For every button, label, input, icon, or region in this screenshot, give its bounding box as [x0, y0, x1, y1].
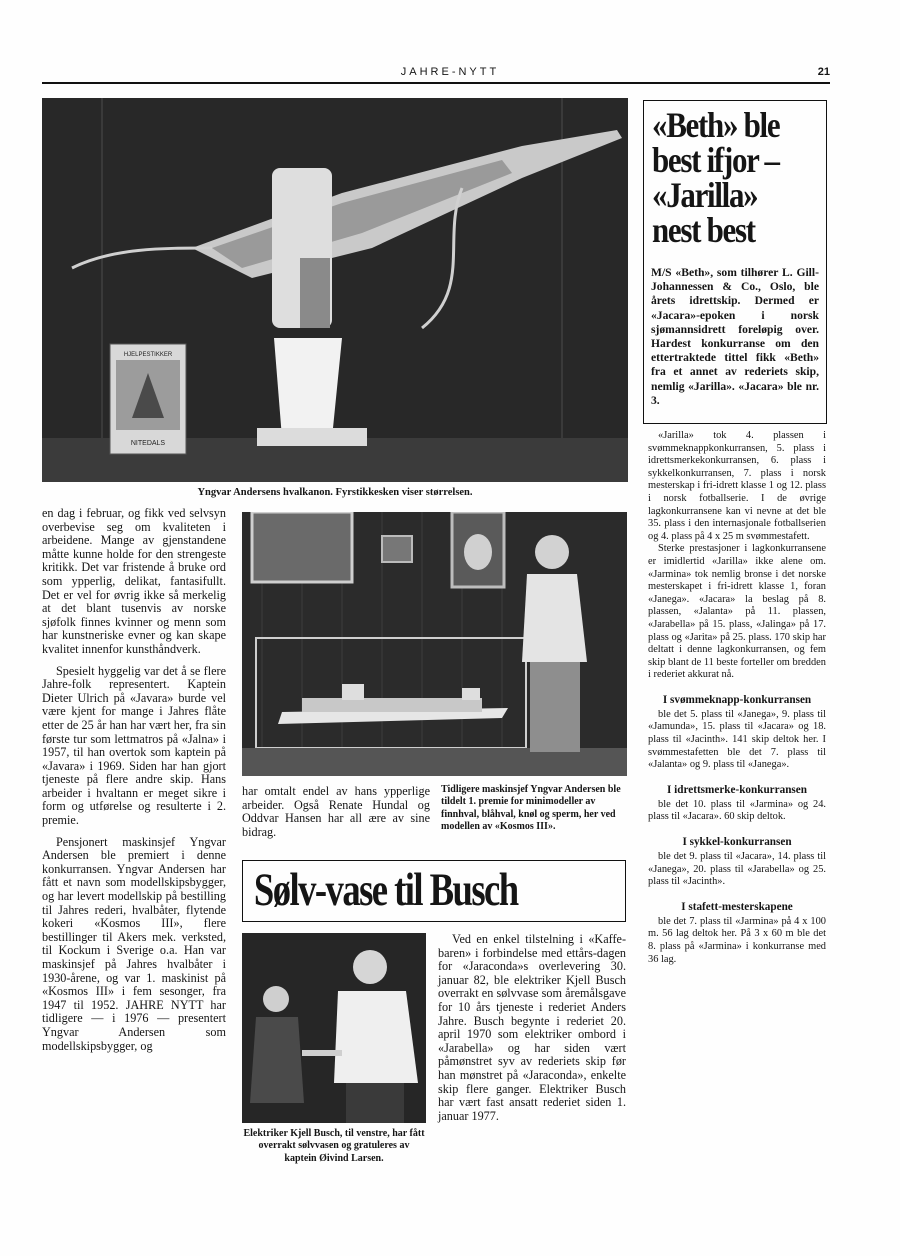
vase-photo-caption: Elektriker Kjell Busch, til venstre, har fått overrakt sølvvasen og gratuleres av kaptein Øivind Larsen.	[243, 1128, 425, 1164]
vase-article	[438, 933, 626, 1131]
page-number: 21	[817, 66, 830, 78]
col1-paragraph-1: en dag i februar, og fikk ved selvsyn overbevise seg om kvaliteten i arbeidene. Mange av gjenstandene måtte kunne holde for den strengeste kritikk. Det var fristende å bruke ord som ypperlig, delikat, fantasifullt. Det er vel for øvrig ikke så merkelig at det blant tusenvis av norske sjøfolk finnes kvinner og menn som har kunstneriske evner og kan skape kvalitet innenfor kunsthåndverk.	[42, 506, 226, 656]
matchbox	[110, 344, 186, 454]
sidebar-headline-line-1: «Beth» ble	[652, 105, 780, 145]
whale-cannon-image	[42, 98, 628, 482]
matchbox-label-bottom: NITEDALS	[130, 440, 166, 447]
column-2-text	[242, 785, 430, 847]
section-text-swim: ble det 5. plass til «Janega», 9. plass til «Jamunda», 15. plass til «Jacara» og 18. plass til «Jacinth». 141 skip deltok her. I svømmestafetten ble det 7. plass til «Jalanta» og 9. plass til «Janega».	[648, 708, 826, 771]
photo-whale-cannon	[42, 98, 628, 482]
sidebar-headline-line-3: «Jarilla»	[652, 175, 758, 215]
section-heading-swim: I svømmeknapp-konkurransen	[662, 693, 812, 706]
section-heading-bicycle: I sykkel-konkurransen	[682, 836, 792, 849]
section-heading-sportsbadge: I idrettsmerke-konkurransen	[667, 783, 807, 796]
sidebar-paragraph-2: Sterke prestasjoner i lagkonkurransene er imidlertid «Jarilla» ikke alene om. «Jarmina» tok nemlig bronse i det norske mesterskapet i fri-idrett klasse 1, foran «Janega». «Jacara» la beslag på 8. plassen, «Jalanta» på 11. plassen, «Jarabella» på 15. plass, «Jalinga» på 17. plass og «Jarita» på 25. plass. 170 skip har deltatt i denne lagkonkurransen, og fem skip blant de 11 beste forteller om bredden i rederiet akkurat nå.	[648, 543, 826, 681]
section-text-sportsbadge: ble det 10. plass til «Jarmina» og 24. plass til «Jacara». 60 skip deltok.	[648, 798, 826, 823]
header-rule	[42, 82, 830, 84]
photo2-caption: Tidligere maskinsjef Yngvar Andersen ble tildelt 1. premie for minimodeller av finnhval, blåhval, knøl og sperm, her ved modellen av «Kosmos III».	[441, 784, 621, 833]
running-head: JAHRE-NYTT	[400, 66, 500, 78]
vase-headline-box	[242, 860, 626, 922]
vase-headline: Sølv-vase til Busch	[253, 864, 518, 916]
sidebar-headline-line-2: best ifjor –	[652, 140, 779, 180]
sidebar-headline	[652, 105, 822, 250]
photo-vase-handover	[242, 933, 426, 1123]
sidebar-lead: M/S «Beth», som tilhører L. Gill-Johannessen & Co., Oslo, ble årets idrettskip. Dermed er «Jacara»-epoken i norsk sjømannsidrett foreløpig over. Hardest konkurranse om den ettertraktede tittel fikk «Beth» fra et annet av rederiets skip, nemlig «Jarilla». «Jacara» ble nr. 3.	[651, 266, 819, 407]
vase-handover-image	[242, 933, 426, 1123]
vase-article-text: Ved en enkel tilstelning i «Kaffe-baren» i forbindelse med ettårs-dagen for «Jaraconda»s overlevering 30. januar 82, ble elektriker Kjell Busch overrakt en sølvvase som åremålsgave for 10 års tjeneste i rederiet Anders Jahre. Busch begynte i rederiet 20. april 1970 som elektriker ombord i «Jarabella» og har siden vært påmønstret syv av rederiets skip før han mønstret på «Jaraconda», enkelte skip flere ganger. Elektriker Busch har vært fast ansatt rederiet siden 1. januar 1977.	[438, 932, 626, 1123]
sidebar-paragraph-1: «Jarilla» tok 4. plassen i svømmeknappkonkurransen, 5. plass i idrettsmerkekonkurransen, 6. plass i sykkelkonkurransen, 7. plass i norsk mesterskap i fri-idrett klasse 1 og 12. plass i norsk fotballserie. I de øvrige lagkonkurransene kan vi nevne at det ble 35. plass i den internasjonale fotballserien og 4. plass på 4 x 25 m svømmestafett.	[648, 430, 826, 542]
photo-model-ship	[242, 512, 627, 776]
col1-paragraph-2: Spesielt hyggelig var det å se flere Jahre-folk representert. Kaptein Dieter Ulrich på «Javara» burde vel være kjent for mange i Jahres flåte etter de 25 år han har vært her, fra sin første tur som lettmatros på «Jalna» i 1957, til han overtok som kaptein på «Javara» i 1969. Siden har han gjort tjeneste på flere andre skip. Hans arbeider i hvaltann er meget sikre i form og utførelse og resulterte i 2. premie.	[42, 663, 226, 828]
column-1	[42, 507, 226, 1061]
matchbox-label-top: HJELPESTIKKER	[123, 352, 173, 358]
section-text-relay: ble det 7. plass til «Jarmina» på 4 x 100 m. 56 lag deltok her. På 3 x 60 m ble det 8. plass på «Jarmina» i konkurranse med 36 lag.	[648, 915, 826, 965]
section-text-bicycle: ble det 9. plass til «Jacara», 14. plass til «Janega», 20. plass til «Jarabella» og 25. plass til «Jacinth».	[648, 851, 826, 888]
col2-paragraph-1: har omtalt endel av hans ypperlige arbeider. Også Renate Hundal og Oddvar Hansen har all ære av sine bidrag.	[242, 784, 430, 839]
model-ship-image	[242, 512, 627, 776]
photo1-caption: Yngvar Andersens hvalkanon. Fyrstikkesken viser størrelsen.	[197, 487, 473, 498]
section-heading-relay: I stafett-mesterskapene	[681, 900, 793, 913]
sidebar-body	[648, 430, 826, 966]
sidebar-headline-line-4: nest best	[652, 210, 755, 250]
col1-paragraph-3: Pensjonert maskinsjef Yngvar Andersen ble premiert i denne konkurransen. Yngvar Andersen har fått et navn som modellskipsbygger, og har levert modellskip på bestilling til Jahres rederi, hvalbåter, flytende kokeri «Kosmos III», flere bestillinger til Akers mek. verksted, til Kockum i Sverige o.a. Han var maskinsjef på Jahres hvalbåter i 1930-årene, og var 1. maskinist på «Kosmos III» i fem sesonger, fra 1947 til 1952. JAHRE NYTT har tidligere — i 1976 — presentert Yngvar Andersen som modellskipsbygger, og	[42, 834, 226, 1053]
